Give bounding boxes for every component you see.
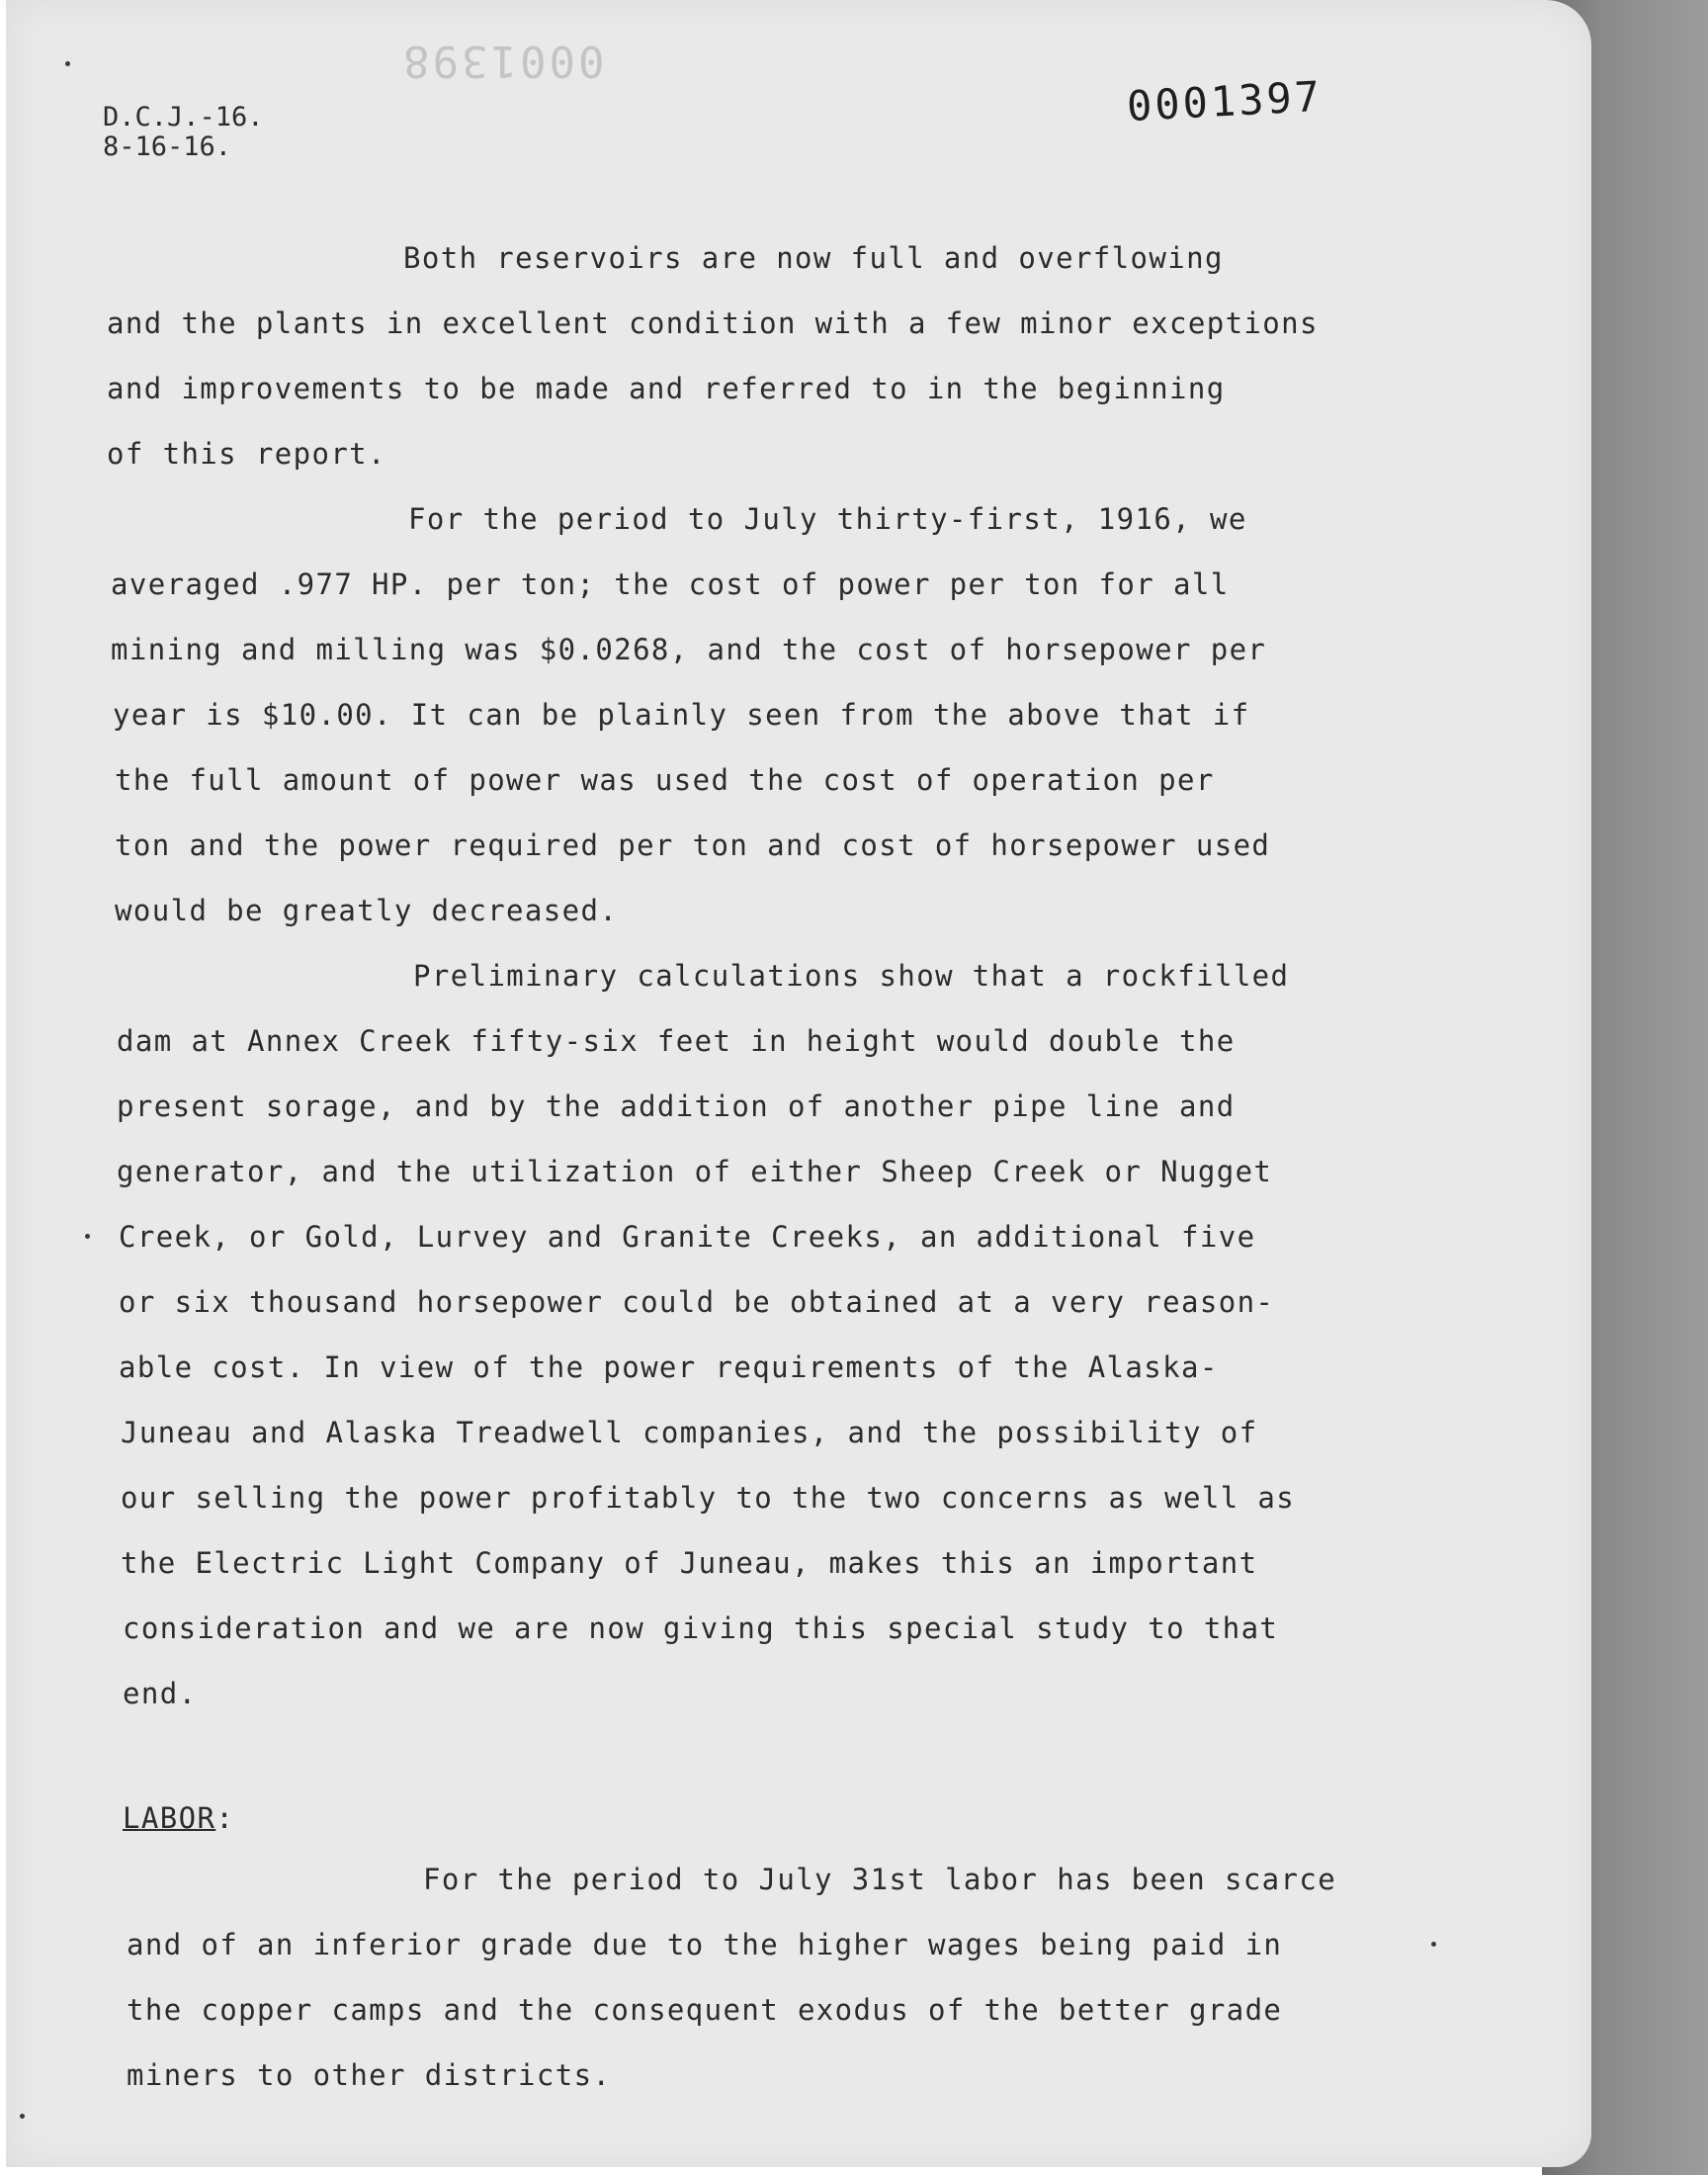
paragraph-3-line-9: our selling the power profitably to the two concerns as well as [121,1481,1296,1515]
paragraph-3-line-11: consideration and we are now giving this special study to that [123,1611,1279,1645]
paragraph-2-line-5: the full amount of power was used the cost of operation per [115,763,1215,797]
paragraph-2-line-6: ton and the power required per ton and cost of horsepower used [115,828,1271,862]
paragraph-3-line-7: able cost. In view of the power requirements of the Alaska- [119,1350,1219,1384]
scan-speck [85,1234,90,1239]
paragraph-1-line-1: Both reservoirs are now full and overflowing [403,241,1224,275]
scan-speck [1431,1942,1436,1947]
paragraph-2-line-2: averaged .977 HP. per ton; the cost of power per ton for all [111,567,1230,601]
labor-paragraph-line-3: the copper camps and the consequent exodus of the better grade [127,1993,1283,2027]
paragraph-3-line-8: Juneau and Alaska Treadwell companies, and the possibility of [121,1416,1258,1449]
paragraph-3-line-6: or six thousand horsepower could be obtained at a very reason- [119,1285,1275,1319]
page-stamp-number: 0001397 [1125,71,1324,131]
paragraph-3-line-2: dam at Annex Creek fifty-six feet in height would double the [117,1024,1236,1058]
section-heading-text: LABOR [123,1801,216,1835]
faint-bleed-through-number: 0001398 [400,36,605,86]
paragraph-2-line-4: year is $10.00. It can be plainly seen from the above that if [113,698,1250,732]
document-date-line: 8-16-16. [103,131,232,162]
document-code [103,103,264,162]
paragraph-2-line-3: mining and milling was $0.0268, and the cost of horsepower per [111,633,1267,666]
labor-paragraph-line-1: For the period to July 31st labor has been scarce [423,1863,1337,1896]
paragraph-2-line-7: would be greatly decreased. [115,894,619,927]
section-heading-colon: : [215,1801,235,1835]
paragraph-3-line-3: present sorage, and by the addition of another pipe line and [117,1089,1236,1123]
paragraph-1-line-2: and the plants in excellent condition with a few minor exceptions [107,306,1319,340]
labor-paragraph-line-2: and of an inferior grade due to the higher wages being paid in [127,1928,1283,1961]
paragraph-1-line-4: of this report. [107,437,386,471]
labor-paragraph-line-4: miners to other districts. [127,2058,612,2092]
paragraph-3-line-4: generator, and the utilization of either Sheep Creek or Nugget [117,1155,1273,1188]
document-code-line: D.C.J.-16. [103,102,264,132]
section-heading-labor [123,1801,234,1835]
paragraph-2-line-1: For the period to July thirty-first, 1916, we [408,502,1247,536]
paragraph-3-line-12: end. [123,1677,198,1710]
scan-speck [65,61,70,66]
paragraph-1-line-3: and improvements to be made and referred to in the beginning [107,372,1226,405]
paragraph-3-line-5: Creek, or Gold, Lurvey and Granite Creeks, an additional five [119,1220,1256,1254]
paragraph-3-line-1: Preliminary calculations show that a rockfilled [413,959,1290,993]
scan-speck [20,2114,25,2119]
paragraph-3-line-10: the Electric Light Company of Juneau, makes this an important [121,1546,1258,1580]
